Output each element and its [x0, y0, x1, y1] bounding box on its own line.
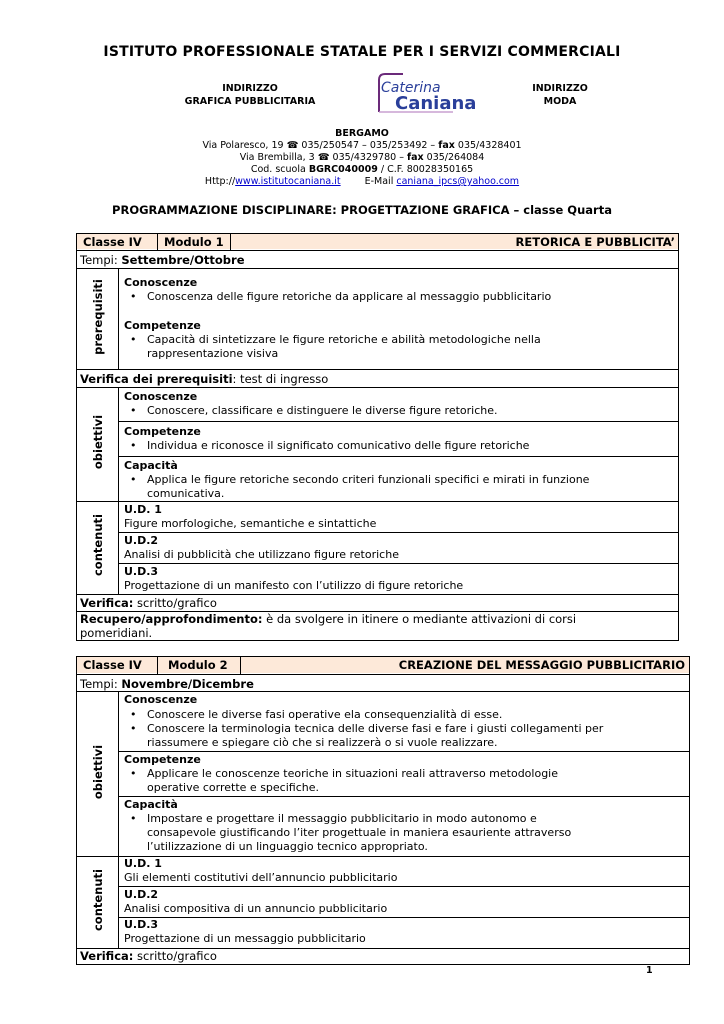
divider [157, 234, 158, 250]
verifica-prereq-label: Verifica dei prerequisiti [80, 372, 233, 386]
divider [230, 234, 231, 250]
verifica-label: Verifica: [80, 596, 134, 610]
school-code-value: BGRC040009 [308, 164, 378, 175]
divider [118, 268, 119, 369]
divider [118, 387, 119, 501]
verifica-prereq-value: : test di ingresso [232, 372, 329, 386]
verifica-label: Verifica: [80, 949, 134, 963]
indirizzo-moda [520, 82, 600, 108]
recupero-value: è da svolgere in itinere o mediante attivazioni di corsi [262, 612, 577, 626]
obiettivi-label: obiettivi [91, 744, 105, 800]
school-logo [377, 72, 477, 114]
address-1-fax-label: fax [438, 140, 455, 151]
indirizzo-label-left: INDIRIZZO [222, 83, 278, 94]
programmazione-title: PROGRAMMAZIONE DISCIPLINARE: PROGETTAZIONE GRAFICA – classe Quarta [112, 203, 612, 217]
module-1-title: RETORICA E PUBBLICITA’ [515, 235, 675, 249]
module-1-verifica [80, 596, 217, 610]
m2-competenze-item-1: • Applicare le conoscenze teoriche in situazioni reali attraverso metodologie [147, 767, 558, 781]
address-1-street: Via Polaresco, 19 [202, 140, 287, 151]
address-2-phones: 035/4329780 – [329, 152, 407, 163]
city: BERGAMO [335, 128, 389, 139]
ud2-head: U.D.2 [124, 534, 159, 547]
obiettivi-label: obiettivi [91, 414, 105, 470]
module-1-tempi [80, 253, 245, 267]
m2-conoscenze-head: Conoscenze [124, 693, 198, 706]
module-2-verifica [80, 949, 217, 963]
m2-ud1-head: U.D. 1 [124, 857, 162, 870]
school-cf: / C.F. 80028350165 [377, 164, 474, 175]
m2-competenze-head: Competenze [124, 753, 201, 766]
module-2-tempi [80, 677, 254, 691]
m2-ud3-text: Progettazione di un messaggio pubblicitario [124, 932, 366, 945]
ud1-text: Figure morfologiche, semantiche e sintattiche [124, 517, 377, 530]
module-1-classe: Classe IV [83, 235, 142, 249]
logo-text-caterina: Caterina [381, 80, 441, 96]
indirizzo-label-right: INDIRIZZO [532, 83, 588, 94]
prereq-competenze-item-2: rappresentazione visiva [147, 347, 279, 360]
divider [77, 501, 678, 502]
indirizzo-grafica [170, 82, 330, 108]
obiettivi-competenze-item: • Individua e riconosce il significato comunicativo delle figure retoriche [147, 439, 529, 453]
divider [119, 421, 678, 422]
contenuti-label: contenuti [91, 869, 105, 932]
school-code-label: Cod. scuola [250, 164, 309, 175]
divider [119, 917, 689, 918]
tempi-value: Settembre/Ottobre [121, 253, 245, 267]
obiettivi-conoscenze-item: • Conoscere, classificare e distinguere le diverse figure retoriche. [147, 404, 498, 418]
m2-capacita-head: Capacità [124, 798, 178, 811]
m2-capacita-item-1: • Impostare e progettare il messaggio pubblicitario in modo autonomo e [147, 812, 537, 826]
school-code [0, 164, 724, 176]
contenuti-label: contenuti [91, 514, 105, 577]
module-1-recupero [80, 612, 576, 626]
module-2-title: CREAZIONE DEL MESSAGGIO PUBBLICITARIO [398, 658, 685, 672]
obiettivi-competenze-head: Competenze [124, 425, 201, 438]
indirizzo-value-right: MODA [543, 96, 577, 107]
divider [77, 250, 678, 251]
m2-ud2-head: U.D.2 [124, 888, 159, 901]
ud2-text: Analisi di pubblicità che utilizzano figure retoriche [124, 548, 399, 561]
phone-icon: ☎ [317, 152, 330, 163]
logo-text-caniana: Caniana [395, 93, 477, 114]
divider [119, 532, 678, 533]
verifica-value: scritto/grafico [133, 949, 217, 963]
prereq-conoscenze-head: Conoscenze [124, 276, 198, 289]
divider [157, 657, 158, 674]
obiettivi-capacita-item-1: • Applica le figure retoriche secondo criteri funzionali specifici e mirati in funzione [147, 473, 589, 487]
page-number: 1 [646, 965, 653, 976]
module-2-modulo: Modulo 2 [168, 658, 228, 672]
address-2-fax-label: fax [406, 152, 424, 163]
divider [77, 674, 689, 675]
address-line-1 [0, 140, 724, 152]
ud1-head: U.D. 1 [124, 503, 162, 516]
m2-ud3-head: U.D.3 [124, 918, 159, 931]
obiettivi-capacita-head: Capacità [124, 459, 178, 472]
divider [119, 796, 689, 797]
address-line-2 [0, 152, 724, 164]
email-label: E-Mail [364, 176, 397, 187]
divider [118, 501, 119, 594]
institute-title: ISTITUTO PROFESSIONALE STATALE PER I SERVIZI COMMERCIALI [103, 44, 621, 60]
module-1-recupero-cont: pomeridiani. [80, 626, 153, 640]
website-link[interactable]: www.istitutocaniana.it [235, 176, 341, 187]
m2-conoscenze-item-2-cont: riassumere e spiegare ciò che si realizzerà o si vuole realizzare. [147, 736, 498, 749]
m2-conoscenze-item-1: • Conoscere le diverse fasi operative ela consequenzialità di esse. [147, 708, 502, 722]
prerequisiti-label: prerequisiti [91, 279, 105, 355]
tempi-value: Novembre/Dicembre [121, 677, 254, 691]
prereq-competenze-item-1: • Capacità di sintetizzare le figure retoriche e abilità metodologiche nella [147, 333, 541, 347]
verifica-value: scritto/grafico [133, 596, 217, 610]
email-link[interactable]: caniana_ipcs@yahoo.com [396, 176, 520, 187]
ud3-head: U.D.3 [124, 565, 159, 578]
address-2-street: Via Brembilla, 3 [239, 152, 318, 163]
m2-ud2-text: Analisi compositiva di un annuncio pubblicitario [124, 902, 388, 915]
divider [77, 387, 678, 388]
m2-ud1-text: Gli elementi costitutivi dell’annuncio pubblicitario [124, 871, 398, 884]
indirizzo-value-left: GRAFICA PUBBLICITARIA [184, 96, 316, 107]
divider [77, 691, 689, 692]
address-1-phones: 035/250547 – 035/253492 – [298, 140, 439, 151]
phone-icon: ☎ [286, 140, 299, 151]
divider [240, 657, 241, 674]
m2-capacita-item-2: consapevole giustificando l’iter progettuale in maniera esauriente attraverso [147, 826, 572, 839]
divider [77, 856, 689, 857]
divider [119, 886, 689, 887]
divider [118, 691, 119, 856]
prereq-competenze-head: Competenze [124, 319, 201, 332]
module-2-classe: Classe IV [83, 658, 142, 672]
divider [118, 856, 119, 948]
divider [77, 594, 678, 595]
tempi-label: Tempi: [80, 253, 122, 267]
tempi-label: Tempi: [80, 677, 122, 691]
m2-competenze-item-2: operative corrette e specifiche. [147, 781, 319, 794]
module-1-modulo: Modulo 1 [164, 235, 224, 249]
divider [119, 456, 678, 457]
address-2-fax: 035/264084 [423, 152, 485, 163]
verifica-prerequisiti [80, 372, 328, 386]
ud3-text: Progettazione di un manifesto con l’utilizzo di figure retoriche [124, 579, 464, 592]
divider [77, 369, 678, 370]
obiettivi-conoscenze-head: Conoscenze [124, 390, 198, 403]
address-1-fax: 035/4328401 [454, 140, 522, 151]
divider [119, 563, 678, 564]
divider [77, 268, 678, 269]
divider [119, 751, 689, 752]
m2-conoscenze-item-2: • Conoscere la terminologia tecnica delle diverse fasi e fare i giusti collegamenti per [147, 722, 603, 736]
obiettivi-capacita-item-2: comunicativa. [147, 487, 225, 500]
http-label: Http:// [204, 176, 236, 187]
recupero-label: Recupero/approfondimento: [80, 612, 263, 626]
m2-capacita-item-3: l’utilizzazione di un linguaggio tecnico appropriato. [147, 840, 428, 853]
prereq-conoscenze-item: • Conoscenza delle figure retoriche da applicare al messaggio pubblicitario [147, 290, 551, 304]
web-contacts [0, 176, 724, 188]
